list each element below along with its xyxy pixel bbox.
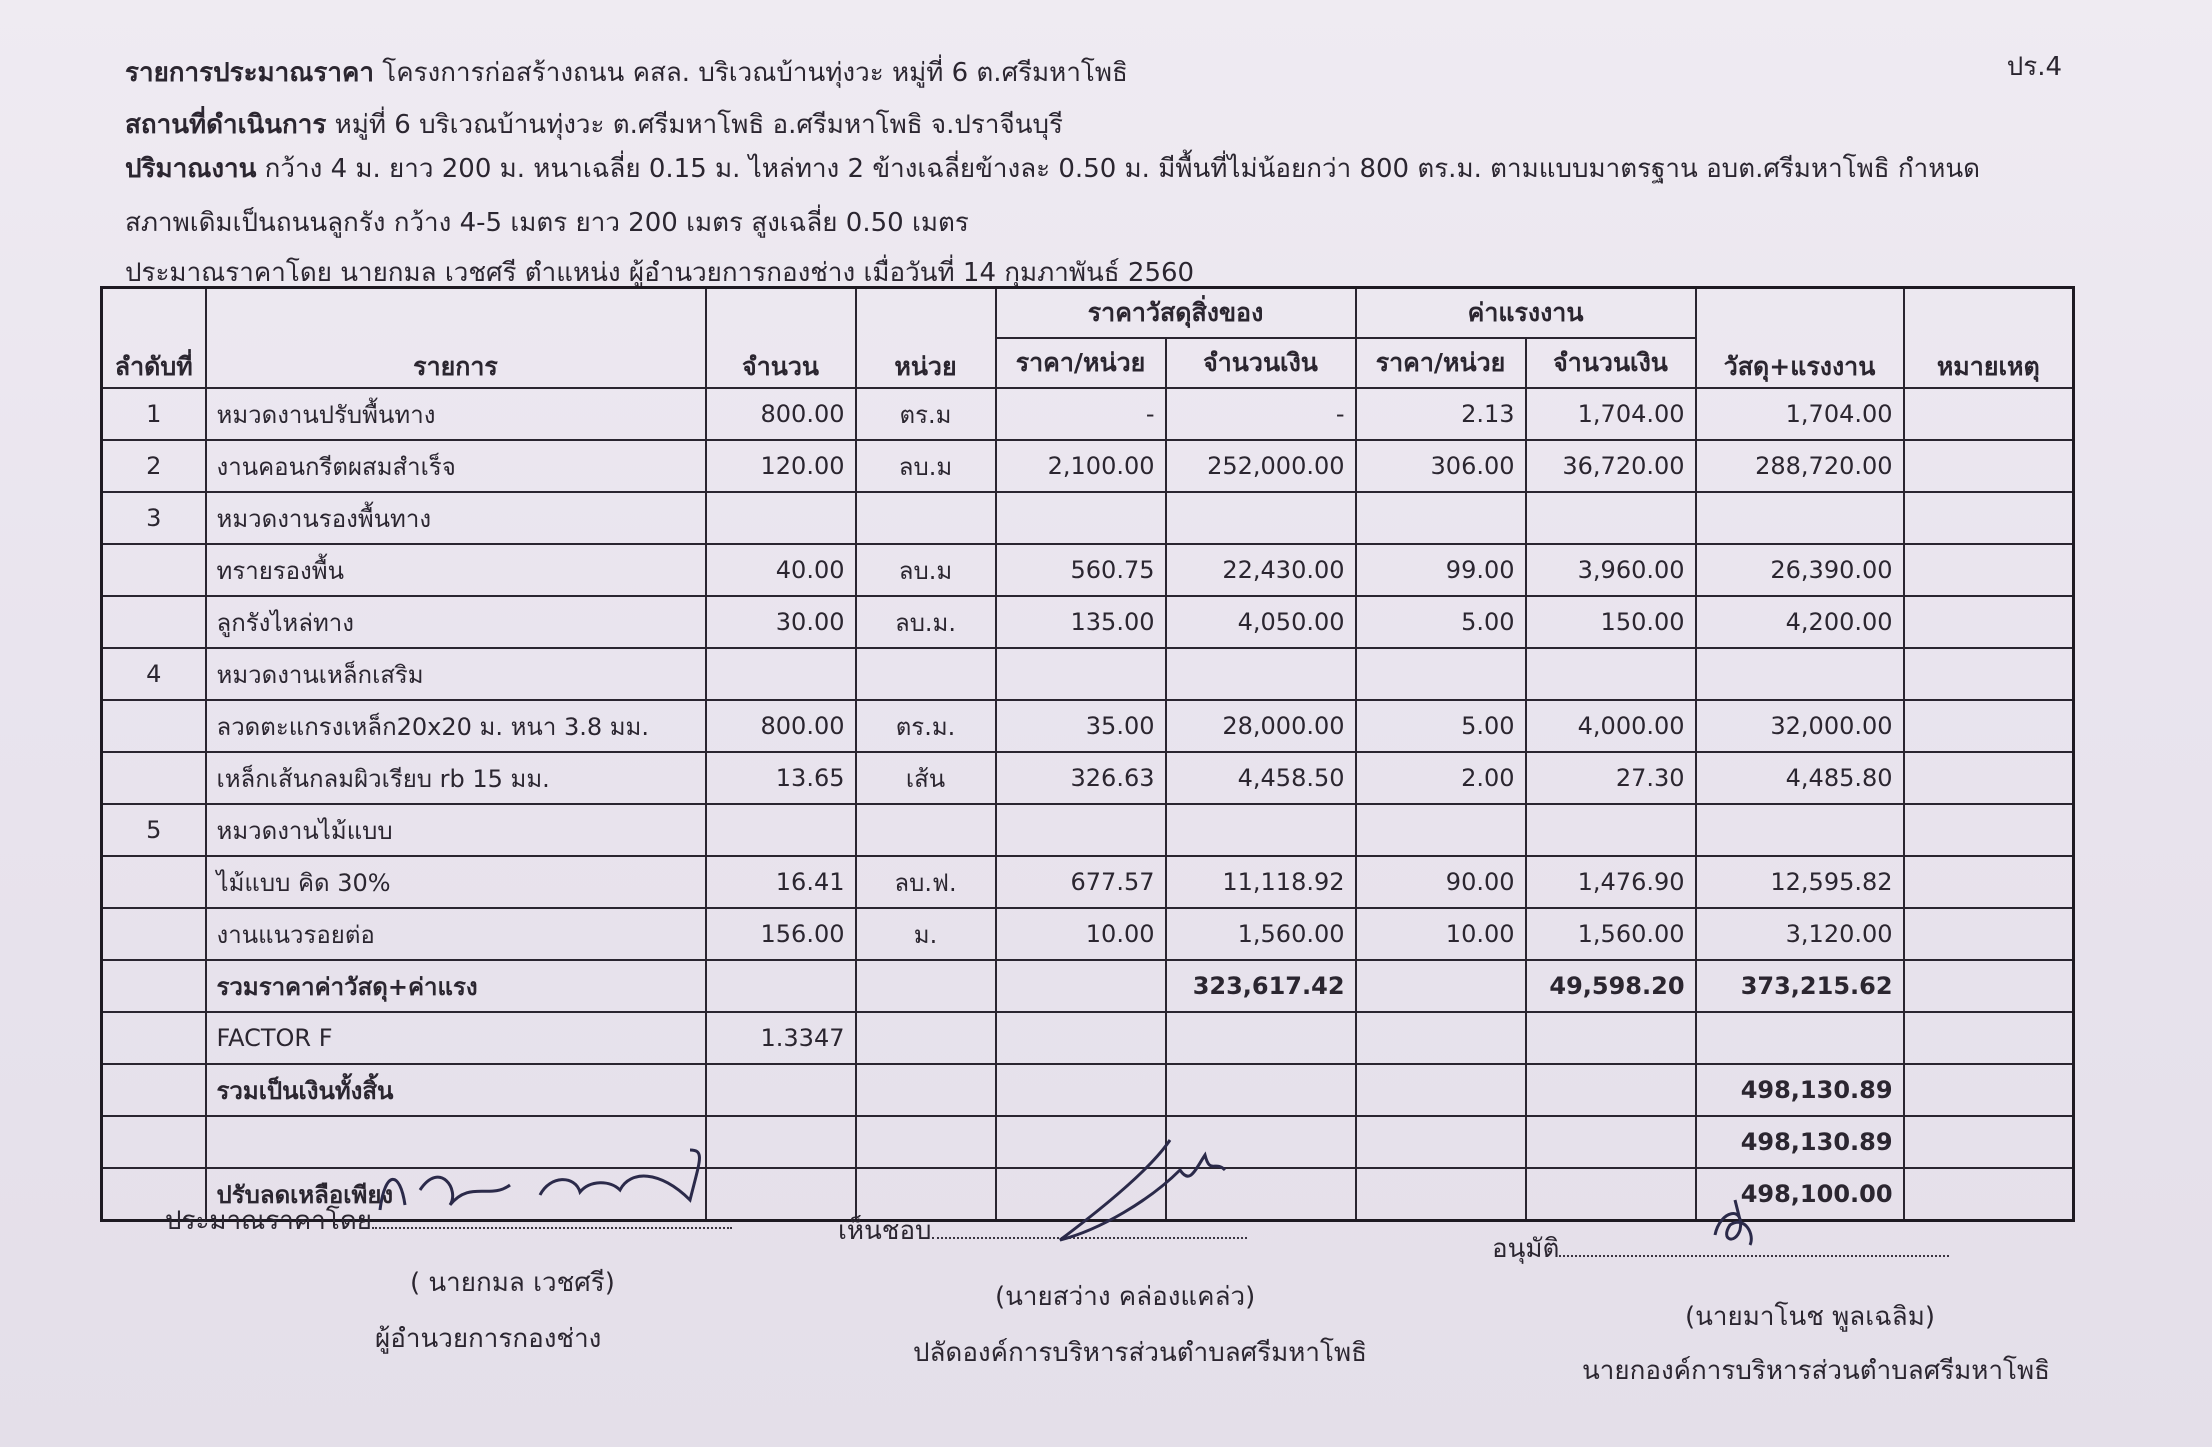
col-header-unit: หน่วย <box>856 288 996 389</box>
col-header-qty: จำนวน <box>706 288 856 389</box>
row-unit: ตร.ม <box>856 388 996 440</box>
row-material-amount: - <box>1166 388 1356 440</box>
row-labor-amount: 1,704.00 <box>1526 388 1696 440</box>
row-unit <box>856 804 996 856</box>
approver2-label: อนุมัติ <box>1492 1234 1560 1264</box>
row-remark <box>1904 908 2074 960</box>
row-qty: 156.00 <box>706 908 856 960</box>
row-labor-amount <box>1526 492 1696 544</box>
row-number <box>102 596 206 648</box>
adjust-total: 498,100.00 <box>1696 1168 1904 1221</box>
row-labor-amount: 1,560.00 <box>1526 908 1696 960</box>
row-total: 4,485.80 <box>1696 752 1904 804</box>
row-material-amount <box>1166 492 1356 544</box>
row-labor-unit-price: 2.13 <box>1356 388 1526 440</box>
row-qty <box>706 492 856 544</box>
row-labor-unit-price: 306.00 <box>1356 440 1526 492</box>
estimator-title: ผู้อำนวยการกองช่าง <box>375 1324 602 1354</box>
row-item: ทรายรองพื้น <box>206 544 706 596</box>
col-header-labor-unit-price: ราคา/หน่วย <box>1356 338 1526 388</box>
row-remark <box>1904 700 2074 752</box>
grand-total-repeat: 498,130.89 <box>1696 1116 1904 1168</box>
approver2-signature <box>1700 1195 1770 1255</box>
row-qty: 800.00 <box>706 388 856 440</box>
form-code: ปร.4 <box>2006 52 2062 82</box>
row-material-amount: 4,458.50 <box>1166 752 1356 804</box>
row-material-unit-price: 326.63 <box>996 752 1166 804</box>
grand-total: 498,130.89 <box>1696 1064 1904 1116</box>
row-item: หมวดงานเหล็กเสริม <box>206 648 706 700</box>
row-labor-amount: 36,720.00 <box>1526 440 1696 492</box>
row-number: 4 <box>102 648 206 700</box>
row-qty: 40.00 <box>706 544 856 596</box>
header-line-estimator: ประมาณราคาโดย นายกมล เวชศรี ตำแหน่ง ผู้อำนวยการกองช่าง เมื่อวันที่ 14 กุมภาพันธ์ 2560 <box>125 258 1195 288</box>
row-number <box>102 700 206 752</box>
row-item: เหล็กเส้นกลมผิวเรียบ rb 15 มม. <box>206 752 706 804</box>
row-number: 1 <box>102 388 206 440</box>
row-qty <box>706 648 856 700</box>
col-header-material-group: ราคาวัสดุสิ่งของ <box>996 288 1356 339</box>
table-row <box>102 648 2074 700</box>
row-qty <box>706 804 856 856</box>
table-row <box>102 804 2074 856</box>
row-material-unit-price <box>996 804 1166 856</box>
row-total: 288,720.00 <box>1696 440 1904 492</box>
row-total: 26,390.00 <box>1696 544 1904 596</box>
row-total <box>1696 492 1904 544</box>
row-unit: เส้น <box>856 752 996 804</box>
row-labor-unit-price <box>1356 492 1526 544</box>
row-item: หมวดงานไม้แบบ <box>206 804 706 856</box>
col-header-total: วัสดุ+แรงงาน <box>1696 288 1904 389</box>
row-labor-unit-price <box>1356 648 1526 700</box>
estimator-name: ( นายกมล เวชศรี) <box>410 1268 615 1298</box>
row-total: 3,120.00 <box>1696 908 1904 960</box>
table-row <box>102 492 2074 544</box>
header-text: กว้าง 4 ม. ยาว 200 ม. หนาเฉลี่ย 0.15 ม. ไหล่ทาง 2 ข้างเฉลี่ยข้างละ 0.50 ม. มีพื้นที่ไม่น้อยกว่า 800 ตร.ม. ตามแบบมาตรฐาน อบต.ศรีมหาโพธิ กำหนด <box>256 154 1981 184</box>
row-material-unit-price: 10.00 <box>996 908 1166 960</box>
row-labor-amount: 1,476.90 <box>1526 856 1696 908</box>
row-qty: 120.00 <box>706 440 856 492</box>
row-unit: ม. <box>856 908 996 960</box>
row-remark <box>1904 492 2074 544</box>
row-remark <box>1904 856 2074 908</box>
row-total: 1,704.00 <box>1696 388 1904 440</box>
col-header-amount: จำนวนเงิน <box>1166 338 1356 388</box>
row-remark <box>1904 752 2074 804</box>
row-material-unit-price: 677.57 <box>996 856 1166 908</box>
row-total: 32,000.00 <box>1696 700 1904 752</box>
row-qty: 16.41 <box>706 856 856 908</box>
col-header-no: ลำดับที่ <box>102 288 206 389</box>
row-labor-unit-price: 90.00 <box>1356 856 1526 908</box>
row-labor-amount: 4,000.00 <box>1526 700 1696 752</box>
row-material-unit-price: 35.00 <box>996 700 1166 752</box>
row-item: ไม้แบบ คิด 30% <box>206 856 706 908</box>
row-material-amount <box>1166 804 1356 856</box>
row-unit: ตร.ม. <box>856 700 996 752</box>
table-header-row <box>102 288 2074 339</box>
row-labor-unit-price: 5.00 <box>1356 700 1526 752</box>
table-row <box>102 700 2074 752</box>
row-labor-amount: 150.00 <box>1526 596 1696 648</box>
sum-material: 323,617.42 <box>1166 960 1356 1012</box>
row-qty: 30.00 <box>706 596 856 648</box>
approver1-label: เห็นชอบ <box>838 1216 932 1246</box>
row-total <box>1696 804 1904 856</box>
row-number: 5 <box>102 804 206 856</box>
col-header-unit-price: ราคา/หน่วย <box>996 338 1166 388</box>
row-number <box>102 856 206 908</box>
row-qty: 13.65 <box>706 752 856 804</box>
estimator-label: ประมาณราคาโดย <box>165 1206 372 1236</box>
row-remark <box>1904 648 2074 700</box>
row-material-amount: 11,118.92 <box>1166 856 1356 908</box>
header-line-condition: สภาพเดิมเป็นถนนลูกรัง กว้าง 4-5 เมตร ยาว 200 เมตร สูงเฉลี่ย 0.50 เมตร <box>125 208 969 238</box>
row-number: 2 <box>102 440 206 492</box>
row-labor-unit-price: 99.00 <box>1356 544 1526 596</box>
row-total: 4,200.00 <box>1696 596 1904 648</box>
row-material-amount: 28,000.00 <box>1166 700 1356 752</box>
row-item: หมวดงานปรับพื้นทาง <box>206 388 706 440</box>
header-line-project <box>125 52 1128 93</box>
row-number <box>102 544 206 596</box>
row-unit: ลบ.ม <box>856 440 996 492</box>
table-row <box>102 440 2074 492</box>
row-labor-amount: 3,960.00 <box>1526 544 1696 596</box>
row-material-unit-price: 135.00 <box>996 596 1166 648</box>
row-qty: 800.00 <box>706 700 856 752</box>
factor-label: FACTOR F <box>206 1012 706 1064</box>
row-material-amount: 252,000.00 <box>1166 440 1356 492</box>
col-header-remark: หมายเหตุ <box>1904 288 2074 389</box>
approver1-title: ปลัดองค์การบริหารส่วนตำบลศรีมหาโพธิ <box>913 1338 1367 1368</box>
row-labor-unit-price: 2.00 <box>1356 752 1526 804</box>
estimate-table <box>100 286 2075 1222</box>
summary-row-factor <box>102 1012 2074 1064</box>
factor-value: 1.3347 <box>706 1012 856 1064</box>
row-remark <box>1904 544 2074 596</box>
header-label: สถานที่ดำเนินการ <box>125 110 327 140</box>
row-material-unit-price: - <box>996 388 1166 440</box>
row-remark <box>1904 440 2074 492</box>
header-line-quantity <box>125 148 1980 189</box>
row-number <box>102 752 206 804</box>
sum-total: 373,215.62 <box>1696 960 1904 1012</box>
header-label: รายการประมาณราคา <box>125 58 374 88</box>
row-unit: ลบ.ม. <box>856 596 996 648</box>
header-text: โครงการก่อสร้างถนน คสล. บริเวณบ้านทุ่งวะ หมู่ที่ 6 ต.ศรีมหาโพธิ <box>373 58 1128 88</box>
row-material-amount <box>1166 648 1356 700</box>
table-row <box>102 544 2074 596</box>
row-unit: ลบ.ฟ. <box>856 856 996 908</box>
table-row <box>102 596 2074 648</box>
sum-label: รวมราคาค่าวัสดุ+ค่าแรง <box>206 960 706 1012</box>
summary-row-sum <box>102 960 2074 1012</box>
approver2-title: นายกองค์การบริหารส่วนตำบลศรีมหาโพธิ <box>1582 1356 2051 1386</box>
row-material-unit-price <box>996 648 1166 700</box>
row-material-unit-price: 2,100.00 <box>996 440 1166 492</box>
approver1-signature <box>1040 1130 1230 1250</box>
row-remark <box>1904 388 2074 440</box>
summary-row-grand <box>102 1064 2074 1116</box>
adjust-label: ปรับลดเหลือเพียง <box>206 1168 706 1221</box>
row-labor-unit-price: 10.00 <box>1356 908 1526 960</box>
row-item: หมวดงานรองพื้นทาง <box>206 492 706 544</box>
row-number <box>102 908 206 960</box>
row-remark <box>1904 596 2074 648</box>
header-text: หมู่ที่ 6 บริเวณบ้านทุ่งวะ ต.ศรีมหาโพธิ อ.ศรีมหาโพธิ จ.ปราจีนบุรี <box>326 110 1063 140</box>
table-row <box>102 388 2074 440</box>
approver1-name: (นายสว่าง คล่องแคล่ว) <box>995 1282 1256 1312</box>
row-material-amount: 1,560.00 <box>1166 908 1356 960</box>
col-header-labor-amount: จำนวนเงิน <box>1526 338 1696 388</box>
row-total <box>1696 648 1904 700</box>
table-row <box>102 908 2074 960</box>
row-unit <box>856 648 996 700</box>
sum-labor: 49,598.20 <box>1526 960 1696 1012</box>
row-material-unit-price: 560.75 <box>996 544 1166 596</box>
row-item: งานคอนกรีตผสมสำเร็จ <box>206 440 706 492</box>
row-material-amount: 22,430.00 <box>1166 544 1356 596</box>
row-labor-amount: 27.30 <box>1526 752 1696 804</box>
table-row <box>102 752 2074 804</box>
row-material-amount: 4,050.00 <box>1166 596 1356 648</box>
row-unit: ลบ.ม <box>856 544 996 596</box>
row-material-unit-price <box>996 492 1166 544</box>
row-item: ลวดตะแกรงเหล็ก20x20 ม. หนา 3.8 มม. <box>206 700 706 752</box>
row-total: 12,595.82 <box>1696 856 1904 908</box>
grand-label: รวมเป็นเงินทั้งสิ้น <box>206 1064 706 1116</box>
table-body <box>102 388 2074 960</box>
row-item: งานแนวรอยต่อ <box>206 908 706 960</box>
col-header-item: รายการ <box>206 288 706 389</box>
approver2-name: (นายมาโนช พูลเฉลิม) <box>1685 1302 1936 1332</box>
table-row <box>102 856 2074 908</box>
row-remark <box>1904 804 2074 856</box>
col-header-labor-group: ค่าแรงงาน <box>1356 288 1696 339</box>
row-unit <box>856 492 996 544</box>
row-labor-unit-price: 5.00 <box>1356 596 1526 648</box>
row-labor-unit-price <box>1356 804 1526 856</box>
header-line-location <box>125 104 1063 145</box>
estimator-signature <box>360 1130 720 1230</box>
row-item: ลูกรังไหล่ทาง <box>206 596 706 648</box>
row-labor-amount <box>1526 804 1696 856</box>
header-label: ปริมาณงาน <box>125 154 257 184</box>
row-number: 3 <box>102 492 206 544</box>
row-labor-amount <box>1526 648 1696 700</box>
